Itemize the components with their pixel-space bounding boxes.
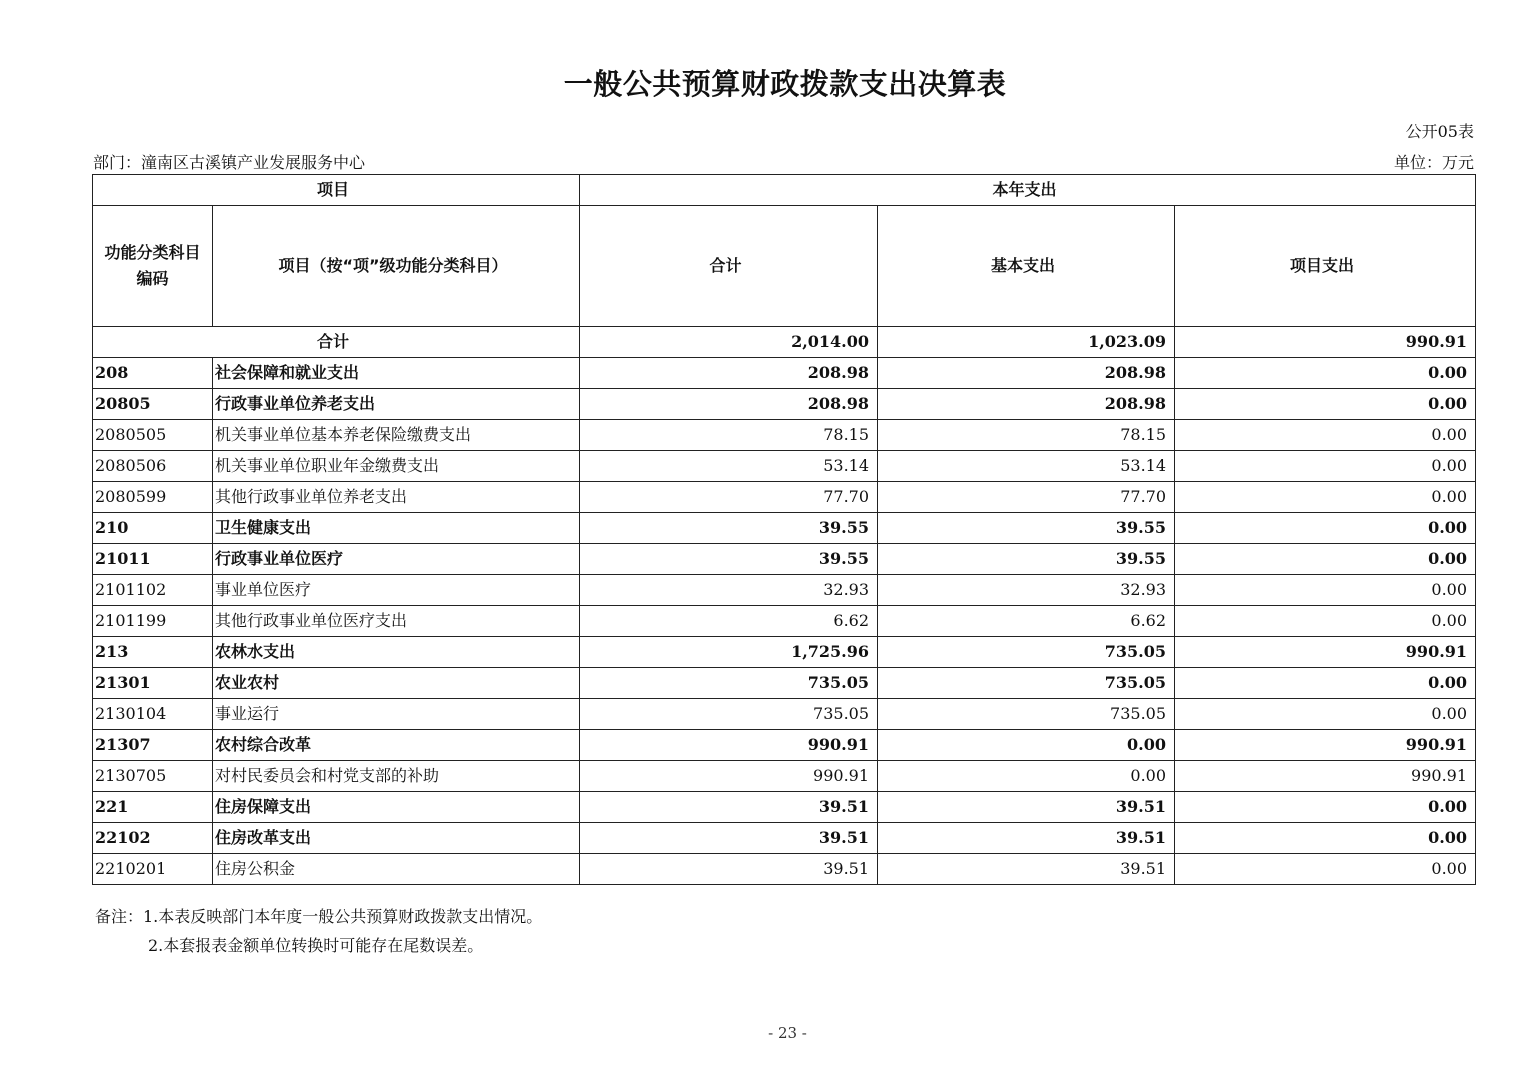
table-row	[93, 792, 1476, 823]
row-total: 208.98	[580, 389, 878, 420]
row-name: 机关事业单位基本养老保险缴费支出	[213, 420, 580, 451]
row-basic: 39.55	[878, 513, 1175, 544]
row-name: 农村综合改革	[213, 730, 580, 761]
header-row-1	[93, 175, 1476, 206]
table-row	[93, 513, 1476, 544]
table-row	[93, 699, 1476, 730]
row-total: 39.55	[580, 513, 878, 544]
row-project: 0.00	[1175, 699, 1476, 730]
table-row	[93, 761, 1476, 792]
row-total: 53.14	[580, 451, 878, 482]
row-name: 农业农村	[213, 668, 580, 699]
header-basic: 基本支出	[878, 206, 1175, 327]
row-name: 对村民委员会和村党支部的补助	[213, 761, 580, 792]
expenditure-table	[92, 174, 1476, 885]
row-total: 39.51	[580, 823, 878, 854]
row-project: 0.00	[1175, 451, 1476, 482]
table-row	[93, 606, 1476, 637]
row-project: 0.00	[1175, 420, 1476, 451]
table-row	[93, 482, 1476, 513]
row-name: 事业单位医疗	[213, 575, 580, 606]
header-name: 项目（按“项”级功能分类科目）	[213, 206, 580, 327]
table-row	[93, 544, 1476, 575]
row-name: 农林水支出	[213, 637, 580, 668]
row-code: 210	[93, 513, 213, 544]
row-code: 21011	[93, 544, 213, 575]
row-name: 住房公积金	[213, 854, 580, 885]
header-total: 合计	[580, 206, 878, 327]
header-code-text: 功能分类科目编码	[104, 243, 201, 288]
row-name: 卫生健康支出	[213, 513, 580, 544]
row-basic: 208.98	[878, 358, 1175, 389]
header-current-year: 本年支出	[580, 175, 1476, 206]
row-basic: 6.62	[878, 606, 1175, 637]
row-basic: 735.05	[878, 699, 1175, 730]
table-number: 公开05表	[1405, 122, 1474, 141]
row-code: 213	[93, 637, 213, 668]
row-basic: 77.70	[878, 482, 1175, 513]
table-row	[93, 730, 1476, 761]
row-code: 221	[93, 792, 213, 823]
row-basic: 208.98	[878, 389, 1175, 420]
page-title: 一般公共预算财政拨款支出决算表	[563, 67, 1007, 101]
total-basic: 1,023.09	[878, 327, 1175, 358]
row-total: 78.15	[580, 420, 878, 451]
row-name: 其他行政事业单位医疗支出	[213, 606, 580, 637]
row-project: 0.00	[1175, 389, 1476, 420]
row-basic: 0.00	[878, 761, 1175, 792]
row-basic: 53.14	[878, 451, 1175, 482]
row-basic: 39.51	[878, 792, 1175, 823]
row-code: 21301	[93, 668, 213, 699]
row-code: 20805	[93, 389, 213, 420]
row-basic: 735.05	[878, 637, 1175, 668]
row-name: 其他行政事业单位养老支出	[213, 482, 580, 513]
row-code: 2080505	[93, 420, 213, 451]
row-code: 2210201	[93, 854, 213, 885]
row-total: 1,725.96	[580, 637, 878, 668]
table-row	[93, 823, 1476, 854]
row-name: 住房改革支出	[213, 823, 580, 854]
total-label: 合计	[93, 327, 580, 358]
unit-label: 单位：万元	[1393, 153, 1474, 172]
row-basic: 0.00	[878, 730, 1175, 761]
row-project: 0.00	[1175, 854, 1476, 885]
row-total: 6.62	[580, 606, 878, 637]
row-total: 39.51	[580, 854, 878, 885]
row-code: 2130104	[93, 699, 213, 730]
row-project: 990.91	[1175, 761, 1476, 792]
page-number: - 23 -	[768, 1024, 807, 1042]
table-row	[93, 358, 1476, 389]
row-basic: 39.51	[878, 823, 1175, 854]
row-project: 990.91	[1175, 637, 1476, 668]
total-total: 2,014.00	[580, 327, 878, 358]
row-total: 735.05	[580, 699, 878, 730]
row-total: 39.51	[580, 792, 878, 823]
note-1: 备注：1.本表反映部门本年度一般公共预算财政拨款支出情况。	[95, 907, 543, 926]
table-row	[93, 420, 1476, 451]
table-row	[93, 668, 1476, 699]
table-row	[93, 451, 1476, 482]
total-row	[93, 327, 1476, 358]
row-project: 0.00	[1175, 668, 1476, 699]
row-code: 208	[93, 358, 213, 389]
row-code: 2101199	[93, 606, 213, 637]
row-project: 0.00	[1175, 544, 1476, 575]
row-code: 2080506	[93, 451, 213, 482]
row-total: 735.05	[580, 668, 878, 699]
header-row-2	[93, 206, 1476, 327]
row-basic: 39.55	[878, 544, 1175, 575]
row-name: 行政事业单位医疗	[213, 544, 580, 575]
row-project: 0.00	[1175, 482, 1476, 513]
row-code: 21307	[93, 730, 213, 761]
row-total: 77.70	[580, 482, 878, 513]
row-project: 0.00	[1175, 823, 1476, 854]
header-project: 项目	[93, 175, 580, 206]
header-project-exp: 项目支出	[1175, 206, 1476, 327]
row-code: 22102	[93, 823, 213, 854]
row-project: 0.00	[1175, 358, 1476, 389]
row-total: 990.91	[580, 730, 878, 761]
row-code: 2101102	[93, 575, 213, 606]
row-basic: 735.05	[878, 668, 1175, 699]
row-name: 机关事业单位职业年金缴费支出	[213, 451, 580, 482]
total-project: 990.91	[1175, 327, 1476, 358]
row-total: 208.98	[580, 358, 878, 389]
row-total: 32.93	[580, 575, 878, 606]
row-name: 社会保障和就业支出	[213, 358, 580, 389]
row-project: 0.00	[1175, 792, 1476, 823]
row-code: 2130705	[93, 761, 213, 792]
row-basic: 39.51	[878, 854, 1175, 885]
row-name: 住房保障支出	[213, 792, 580, 823]
table-row	[93, 575, 1476, 606]
row-total: 990.91	[580, 761, 878, 792]
row-project: 0.00	[1175, 513, 1476, 544]
row-total: 39.55	[580, 544, 878, 575]
note-2: 2.本套报表金额单位转换时可能存在尾数误差。	[148, 936, 484, 955]
notes	[95, 902, 542, 960]
row-project: 990.91	[1175, 730, 1476, 761]
table-row	[93, 637, 1476, 668]
row-basic: 78.15	[878, 420, 1175, 451]
row-name: 事业运行	[213, 699, 580, 730]
row-project: 0.00	[1175, 575, 1476, 606]
row-code: 2080599	[93, 482, 213, 513]
table-row	[93, 854, 1476, 885]
department-label: 部门：潼南区古溪镇产业发展服务中心	[93, 153, 366, 172]
table-row	[93, 389, 1476, 420]
row-name: 行政事业单位养老支出	[213, 389, 580, 420]
row-project: 0.00	[1175, 606, 1476, 637]
row-basic: 32.93	[878, 575, 1175, 606]
header-code	[93, 206, 213, 327]
